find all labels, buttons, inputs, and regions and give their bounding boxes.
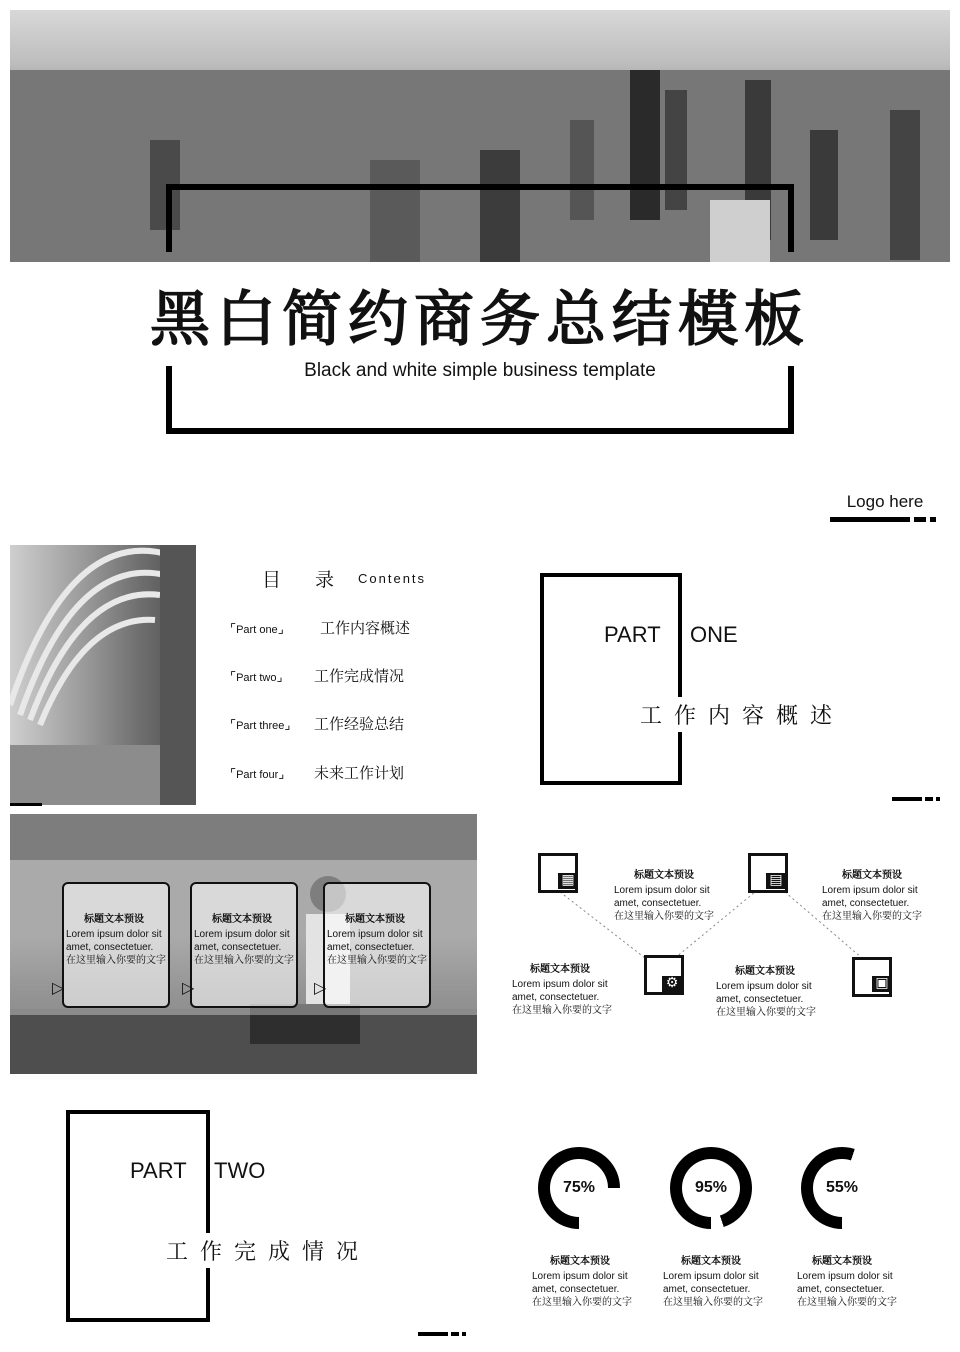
cover-subtitle: Black and white simple business template — [304, 360, 656, 381]
toc-item-label: 工作内容概述 — [320, 619, 411, 637]
progress-line: Lorem ipsum dolor sit — [663, 1271, 759, 1282]
part-two-number: TWO — [214, 1158, 266, 1183]
card-line: amet, consectetuer. — [66, 942, 154, 953]
card-line: 在这里输入你要的文字 — [327, 955, 427, 966]
progress-value: 95% — [682, 1159, 740, 1217]
underline-dash — [892, 797, 922, 801]
timeline-line: 在这里输入你要的文字 — [822, 911, 922, 922]
calendar-edit-icon: ▤ — [766, 873, 786, 889]
progress-text — [663, 1270, 763, 1309]
progress-line: 在这里输入你要的文字 — [663, 1297, 763, 1308]
progress-line: 在这里输入你要的文字 — [797, 1297, 897, 1308]
progress-ring — [801, 1147, 883, 1229]
card-text — [66, 928, 166, 967]
timeline-line: 在这里输入你要的文字 — [716, 1007, 816, 1018]
slide-dash — [10, 803, 42, 806]
progress-line: amet, consectetuer. — [663, 1284, 751, 1295]
part-tag: ⌜ Part two ⌟ — [230, 672, 283, 684]
contents-title: 目 录 — [262, 569, 349, 591]
toc-item — [230, 618, 284, 637]
part-one-number: ONE — [690, 622, 738, 647]
tunnel-photo — [10, 545, 196, 805]
timeline-heading: 标题文本预设 — [530, 964, 590, 975]
part-tag: ⌜ Part three ⌟ — [230, 720, 291, 732]
card-line: Lorem ipsum dolor sit — [327, 929, 423, 940]
progress-heading: 标题文本预设 — [550, 1256, 610, 1267]
settings-window-icon: ⚙ — [662, 976, 682, 992]
timeline-line: amet, consectetuer. — [822, 898, 910, 909]
underline-dash — [930, 517, 936, 522]
progress-ring — [670, 1147, 752, 1229]
play-triangle-icon: ▷ — [182, 978, 195, 997]
progress-text — [797, 1270, 897, 1309]
toc-item-label: 工作经验总结 — [314, 715, 405, 733]
progress-ring — [538, 1147, 620, 1229]
timeline-line: 在这里输入你要的文字 — [614, 911, 714, 922]
part-tag: ⌜ Part one ⌟ — [230, 624, 284, 636]
timeline-line: amet, consectetuer. — [716, 994, 804, 1005]
play-triangle-icon: ▷ — [52, 978, 65, 997]
title-bracket-bottom — [166, 366, 794, 434]
card-heading: 标题文本预设 — [212, 914, 272, 925]
card-line: Lorem ipsum dolor sit — [194, 929, 290, 940]
timeline-text — [512, 978, 612, 1017]
toc-item-label: 工作完成情况 — [314, 667, 405, 685]
underline-dash — [830, 517, 910, 522]
progress-value: 55% — [813, 1159, 871, 1217]
card-heading: 标题文本预设 — [84, 914, 144, 925]
part-one-word: PART — [604, 622, 661, 647]
part-one-subtitle: 工作内容概述 — [640, 697, 844, 732]
timeline-line: Lorem ipsum dolor sit — [512, 979, 608, 990]
card-line: 在这里输入你要的文字 — [194, 955, 294, 966]
timeline-text — [822, 884, 922, 923]
title-bracket-top — [166, 184, 794, 252]
underline-dash — [914, 517, 926, 522]
progress-line: 在这里输入你要的文字 — [532, 1297, 632, 1308]
card-text — [194, 928, 294, 967]
logo-placeholder: Logo here — [846, 492, 924, 511]
tunnel-arches — [10, 545, 196, 805]
part-two-frame — [66, 1110, 210, 1322]
timeline-line: 在这里输入你要的文字 — [512, 1005, 612, 1016]
timeline-line: amet, consectetuer. — [512, 992, 600, 1003]
card-line: Lorem ipsum dolor sit — [66, 929, 162, 940]
briefcase-icon: ▣ — [872, 976, 892, 992]
underline-dash — [451, 1332, 459, 1336]
progress-line: Lorem ipsum dolor sit — [797, 1271, 893, 1282]
timeline-heading: 标题文本预设 — [735, 966, 795, 977]
play-triangle-icon: ▷ — [314, 978, 327, 997]
underline-dash — [936, 797, 940, 801]
card-heading: 标题文本预设 — [345, 914, 405, 925]
timeline-line: Lorem ipsum dolor sit — [822, 885, 918, 896]
contents-title-en: Contents — [358, 571, 427, 586]
progress-heading: 标题文本预设 — [812, 1256, 872, 1267]
timeline-heading: 标题文本预设 — [634, 870, 694, 881]
card-line: 在这里输入你要的文字 — [66, 955, 166, 966]
part-tag: ⌜ Part four ⌟ — [230, 769, 284, 781]
toc-item — [230, 666, 283, 685]
timeline-line: Lorem ipsum dolor sit — [614, 885, 710, 896]
progress-line: amet, consectetuer. — [797, 1284, 885, 1295]
underline-dash — [462, 1332, 466, 1336]
part-one-frame — [540, 573, 682, 785]
progress-text — [532, 1270, 632, 1309]
timeline-heading: 标题文本预设 — [842, 870, 902, 881]
progress-line: Lorem ipsum dolor sit — [532, 1271, 628, 1282]
timeline-text — [614, 884, 714, 923]
card-text — [327, 928, 427, 967]
underline-dash — [925, 797, 933, 801]
calendar-icon: ▦ — [558, 873, 578, 889]
timeline-text — [716, 980, 816, 1019]
card-line: amet, consectetuer. — [327, 942, 415, 953]
card-line: amet, consectetuer. — [194, 942, 282, 953]
timeline-line: amet, consectetuer. — [614, 898, 702, 909]
toc-item — [230, 763, 284, 782]
progress-value: 75% — [550, 1159, 608, 1217]
progress-line: amet, consectetuer. — [532, 1284, 620, 1295]
part-two-subtitle: 工作完成情况 — [166, 1233, 370, 1268]
timeline-line: Lorem ipsum dolor sit — [716, 981, 812, 992]
cover-title: 黑白简约商务总结模板 — [150, 285, 810, 355]
progress-heading: 标题文本预设 — [681, 1256, 741, 1267]
underline-dash — [418, 1332, 448, 1336]
toc-item-label: 未来工作计划 — [314, 764, 405, 782]
part-two-word: PART — [130, 1158, 187, 1183]
toc-item — [230, 714, 291, 733]
